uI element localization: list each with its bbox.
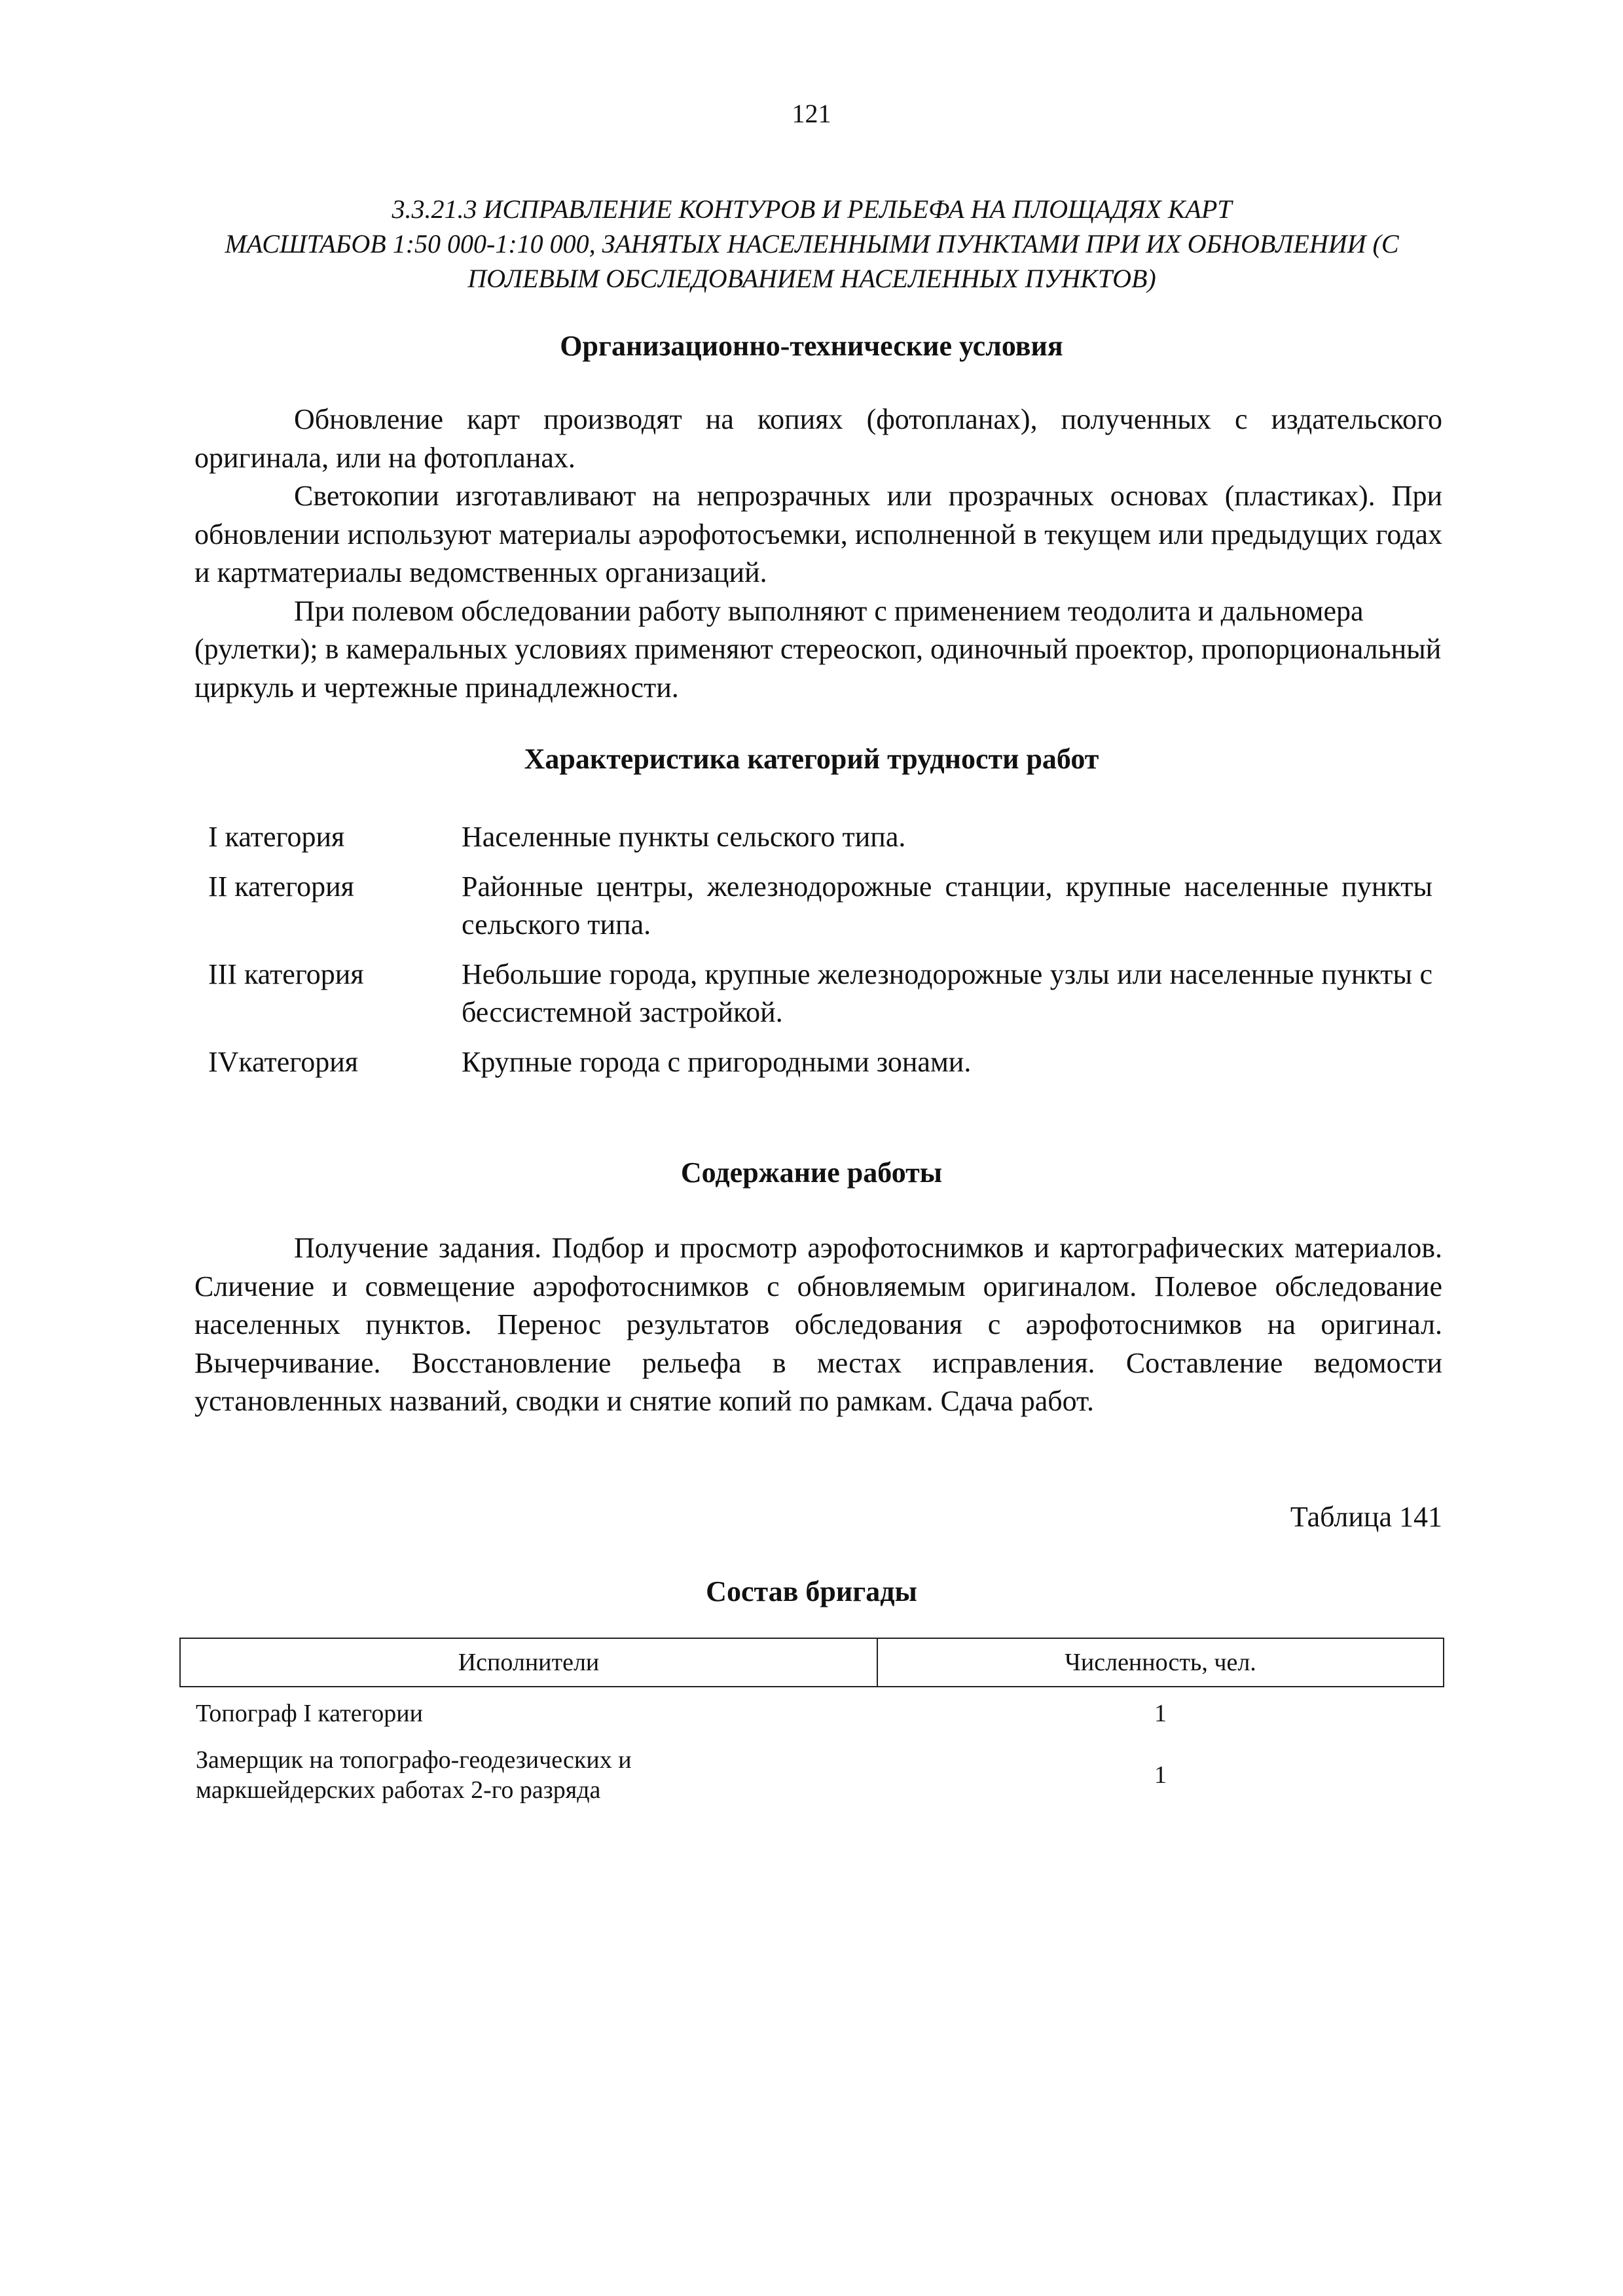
table-row: [180, 1739, 1444, 1811]
section-title: [164, 192, 1460, 296]
category-description: Крупные города с пригородными зонами.: [462, 1046, 972, 1078]
crew-table: [179, 1638, 1444, 1811]
category-description: Населенные пункты сельского типа.: [462, 821, 906, 853]
table-title: Состав бригады: [706, 1575, 917, 1607]
column-header: Численность, чел.: [877, 1638, 1444, 1687]
table-label: Таблица 141: [1290, 1501, 1442, 1533]
column-header: Исполнители: [180, 1638, 877, 1687]
category-row: [208, 956, 1432, 1031]
conditions-paragraph: Обновление карт производят на копиях (фотопланах), полученных с издательского оригинала, или на фотопланах.: [194, 403, 1442, 474]
work-content-heading: Содержание работы: [680, 1157, 943, 1189]
category-row: [208, 868, 1432, 944]
performer-cell: [180, 1739, 877, 1811]
category-name: IVкатегория: [208, 1046, 359, 1078]
count-cell: 1: [1154, 1761, 1167, 1789]
categories-heading: Характеристика категорий трудности работ: [524, 743, 1099, 775]
performer-name: Замерщик на топографо-геодезических и маркшейдерских работах 2-го разряда: [196, 1746, 632, 1804]
section-title-line: ПОЛЕВЫМ ОБСЛЕДОВАНИЕМ НАСЕЛЕННЫХ ПУНКТОВ): [467, 264, 1156, 293]
work-content-text: [194, 1229, 1442, 1421]
section-title-line: МАСШТАБОВ 1:50 000-1:10 000, ЗАНЯТЫХ НАСЕЛЕННЫМИ ПУНКТАМИ ПРИ ИХ ОБНОВЛЕНИИ (С: [225, 229, 1399, 259]
conditions-paragraph: Светокопии изготавливают на непрозрачных или прозрачных основах (пластиках). При обновлении используют материалы аэрофотосъемки, исполненной в текущем или предыдущих годах и картматериалы ведомственных организаций.: [194, 480, 1442, 588]
category-name: I категория: [208, 821, 345, 853]
category-name: III категория: [208, 958, 364, 990]
category-description: Небольшие города, крупные железнодорожные узлы или населенные пункты с бессистемной застройкой.: [462, 958, 1432, 1028]
conditions-paragraph: При полевом обследовании работу выполняют с применением теодолита и дальномера (рулетки); в камеральных условиях применяют стереоскоп, одиночный проектор, пропорциональный циркуль и чертежные принадлежности.: [194, 594, 1442, 704]
category-row: [208, 1043, 1432, 1081]
category-name: II категория: [208, 870, 354, 903]
count-cell: 1: [1154, 1699, 1167, 1727]
category-description: Районные центры, железнодорожные станции, крупные населенные пункты сельского типа.: [462, 870, 1432, 941]
conditions-text: [194, 401, 1442, 707]
section-title-line: 3.3.21.3 ИСПРАВЛЕНИЕ КОНТУРОВ И РЕЛЬЕФА НА ПЛОЩАДЯХ КАРТ: [392, 194, 1232, 224]
table-row: [180, 1687, 1444, 1739]
conditions-heading: Организационно-технические условия: [560, 330, 1063, 362]
page-number: 121: [792, 99, 831, 128]
table-header-row: [180, 1638, 1444, 1687]
category-row: [208, 818, 1432, 856]
performer-cell: Топограф I категории: [196, 1699, 423, 1727]
work-content-paragraph: Получение задания. Подбор и просмотр аэрофотоснимков и картографических материалов. Сличение и совмещение аэрофотоснимков с обновляемым оригиналом. Полевое обследование населенных пунктов. Перенос результатов обследования с аэрофотоснимков на оригинал. Вычерчивание. Восстановление рельефа в местах исправления. Составление ведомости установленных названий, сводки и снятие копий по рамкам. Сдача работ.: [194, 1232, 1442, 1417]
categories-list: [208, 818, 1432, 1093]
